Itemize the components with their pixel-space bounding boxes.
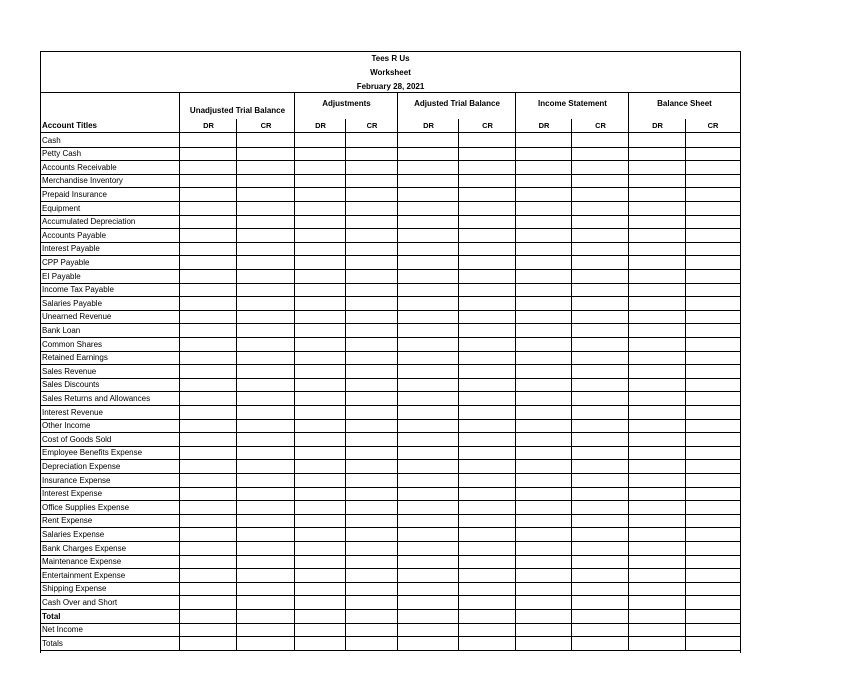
row-line	[41, 514, 740, 515]
row-line	[41, 174, 740, 175]
account-row-label: Sales Returns and Allowances	[42, 393, 151, 403]
dr-header: DR	[315, 121, 326, 130]
col-line	[515, 92, 516, 650]
account-row-label: Rent Expense	[42, 516, 93, 526]
account-row-label: Salaries Expense	[42, 529, 105, 539]
row-line	[41, 541, 740, 542]
account-row-label: Bank Charges Expense	[42, 543, 127, 553]
row-line	[41, 323, 740, 324]
row-line	[41, 296, 740, 297]
account-titles-header: Account Titles	[42, 121, 97, 130]
account-row-label: CPP Payable	[42, 257, 90, 267]
company-name: Tees R Us	[371, 54, 410, 63]
worksheet-table	[40, 51, 741, 653]
col-line	[685, 119, 686, 650]
col-line	[571, 119, 572, 650]
account-row-label: Entertainment Expense	[42, 570, 126, 580]
row-line	[41, 160, 740, 161]
account-row-label: Cost of Goods Sold	[42, 434, 112, 444]
row-line	[41, 255, 740, 256]
row-line	[41, 473, 740, 474]
account-row-label: Merchandise Inventory	[42, 176, 123, 186]
account-row-label: Other Income	[42, 421, 91, 431]
account-row-label: Net Income	[42, 625, 83, 635]
row-line	[41, 650, 740, 651]
row-line	[41, 459, 740, 460]
account-row-label: Income Tax Payable	[42, 285, 114, 295]
account-row-label: Maintenance Expense	[42, 557, 122, 567]
account-row-label: Total	[42, 611, 61, 621]
row-line	[41, 609, 740, 610]
account-row-label: EI Payable	[42, 271, 81, 281]
account-row-label: Sales Revenue	[42, 366, 97, 376]
row-line	[41, 527, 740, 528]
cr-header: CR	[482, 121, 493, 130]
account-row-label: Common Shares	[42, 339, 103, 349]
col-line	[628, 92, 629, 650]
row-line	[41, 269, 740, 270]
row-line	[41, 419, 740, 420]
row-line	[41, 500, 740, 501]
account-row-label: Shipping Expense	[42, 584, 107, 594]
section-header: Adjusted Trial Balance	[414, 99, 500, 108]
report-date: February 28, 2021	[356, 82, 425, 91]
col-line	[397, 92, 398, 650]
cr-header: CR	[595, 121, 606, 130]
row-line	[41, 636, 740, 637]
row-line	[41, 432, 740, 433]
row-line	[41, 187, 740, 188]
cr-header: CR	[366, 121, 378, 130]
account-row-label: Cash Over and Short	[42, 597, 118, 607]
account-row-label: Unearned Revenue	[42, 312, 112, 322]
account-row-label: Accounts Payable	[42, 230, 107, 240]
account-row-label: Interest Expense	[42, 489, 103, 499]
dr-header: DR	[423, 121, 434, 130]
row-line	[41, 582, 740, 583]
dr-header: DR	[203, 121, 214, 130]
row-line	[41, 623, 740, 624]
account-row-label: Bank Loan	[42, 325, 81, 335]
row-line	[41, 487, 740, 488]
row-line	[41, 555, 740, 556]
header-bottom-line	[41, 132, 740, 133]
account-row-label: Accounts Receivable	[42, 162, 117, 172]
account-row-label: Cash	[42, 135, 61, 145]
dr-header: DR	[652, 121, 663, 130]
cr-header: CR	[260, 121, 272, 130]
account-row-label: Insurance Expense	[42, 475, 111, 485]
row-line	[41, 215, 740, 216]
col-line	[294, 92, 295, 650]
cr-header: CR	[707, 121, 719, 130]
dr-header: DR	[538, 121, 550, 130]
account-row-label: Salaries Payable	[42, 298, 103, 308]
row-line	[41, 405, 740, 406]
account-row-label: Accumulated Depreciation	[42, 217, 136, 227]
report-name: Worksheet	[370, 68, 411, 77]
section-header: Income Statement	[538, 99, 607, 108]
account-row-label: Depreciation Expense	[42, 461, 121, 471]
row-line	[41, 446, 740, 447]
account-row-label: Employee Benefits Expense	[42, 448, 143, 458]
section-header: Unadjusted Trial Balance	[189, 106, 286, 115]
account-row-label: Petty Cash	[42, 149, 82, 159]
row-line	[41, 568, 740, 569]
row-line	[41, 364, 740, 365]
title-block	[41, 52, 740, 93]
account-row-label: Interest Payable	[42, 244, 100, 254]
section-header: Balance Sheet	[657, 99, 712, 108]
col-line	[458, 119, 459, 650]
col-line	[345, 119, 346, 650]
row-line	[41, 310, 740, 311]
row-line	[41, 378, 740, 379]
row-line	[41, 228, 740, 229]
col-line	[179, 92, 180, 650]
account-row-label: Equipment	[42, 203, 81, 213]
row-line	[41, 351, 740, 352]
row-line	[41, 147, 740, 148]
account-row-label: Totals	[42, 638, 63, 648]
account-row-label: Retained Earnings	[42, 353, 108, 363]
account-row-label: Interest Revenue	[42, 407, 103, 417]
row-line	[41, 201, 740, 202]
row-line	[41, 595, 740, 596]
account-row-label: Sales Discounts	[42, 380, 100, 390]
col-line	[236, 119, 237, 650]
section-header: Adjustments	[322, 99, 371, 108]
row-line	[41, 337, 740, 338]
account-row-label: Prepaid Insurance	[42, 189, 107, 199]
row-line	[41, 283, 740, 284]
row-line	[41, 242, 740, 243]
account-row-label: Office Supplies Expense	[42, 502, 130, 512]
